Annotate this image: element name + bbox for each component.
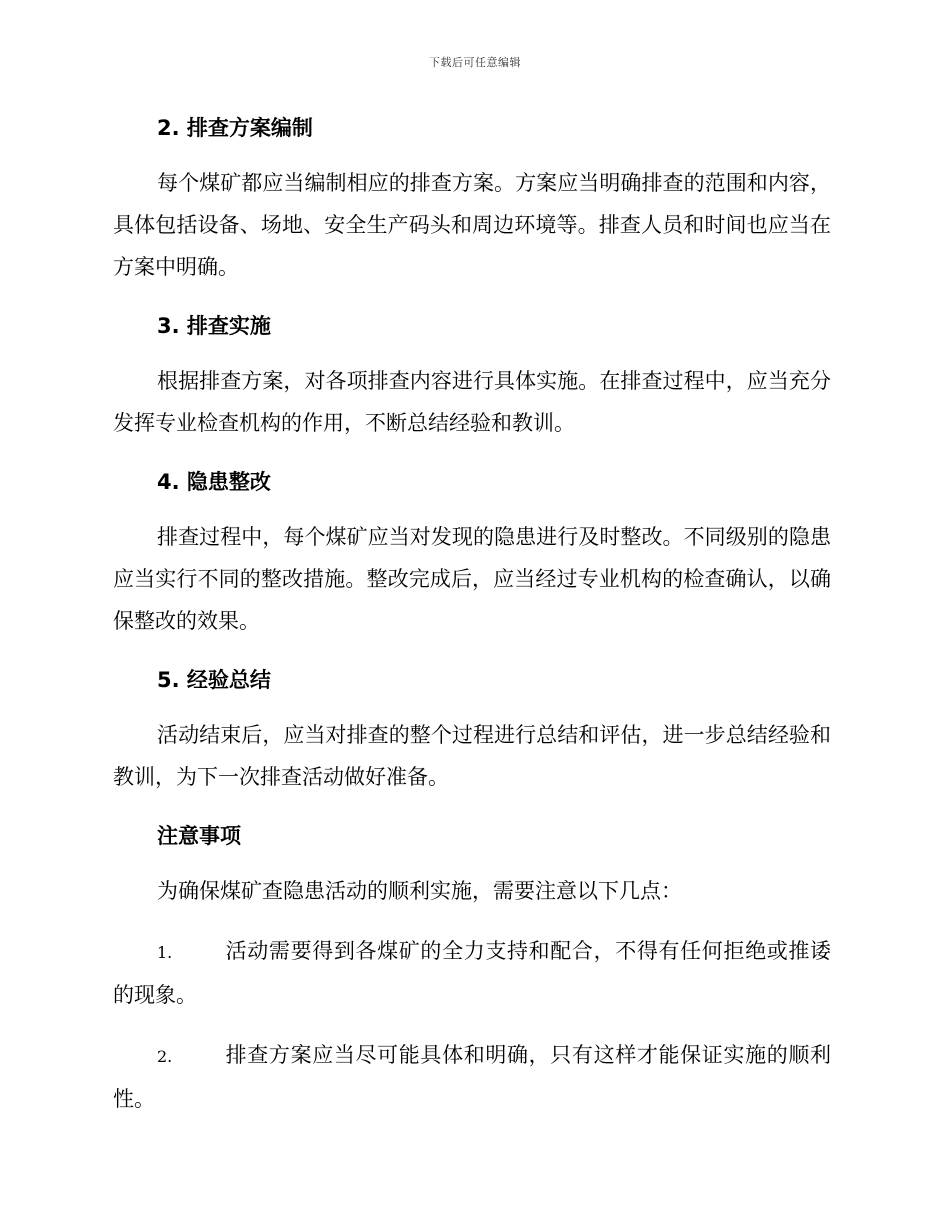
list-item xyxy=(113,930,831,1016)
section-paragraph-5: 活动结束后，应当对排查的整个过程进行总结和评估，进一步总结经验和教训，为下一次排查活动做好准备。 xyxy=(113,723,831,789)
section-heading-4: 4. 隐患整改 xyxy=(157,470,271,494)
list-item xyxy=(113,1034,831,1120)
list-item-number: 2. xyxy=(157,1047,173,1066)
list-item-text: 排查方案应当尽可能具体和明确，只有这样才能保证实施的顺利性。 xyxy=(113,1043,831,1111)
section-paragraph-2: 每个煤矿都应当编制相应的排查方案。方案应当明确排查的范围和内容，具体包括设备、场地、安全生产码头和周边环境等。排查人员和时间也应当在方案中明确。 xyxy=(113,171,831,279)
section-heading-3: 3. 排查实施 xyxy=(157,314,271,338)
list-item-text: 活动需要得到各煤矿的全力支持和配合，不得有任何拒绝或推诿的现象。 xyxy=(113,939,831,1007)
document-body xyxy=(113,108,831,1120)
section-heading-5: 5. 经验总结 xyxy=(157,668,271,692)
notes-intro: 为确保煤矿查隐患活动的顺利实施，需要注意以下几点： xyxy=(157,879,682,903)
section-heading-2: 2. 排查方案编制 xyxy=(157,116,313,140)
section-paragraph-4: 排查过程中，每个煤矿应当对发现的隐患进行及时整改。不同级别的隐患应当实行不同的整改措施。整改完成后，应当经过专业机构的检查确认，以确保整改的效果。 xyxy=(113,525,831,633)
list-item-number: 1. xyxy=(157,943,173,962)
notes-heading: 注意事项 xyxy=(157,824,241,848)
header-note: 下载后可任意编辑 xyxy=(429,56,521,69)
section-paragraph-3: 根据排查方案，对各项排查内容进行具体实施。在排查过程中，应当充分发挥专业检查机构的作用，不断总结经验和教训。 xyxy=(113,369,831,435)
